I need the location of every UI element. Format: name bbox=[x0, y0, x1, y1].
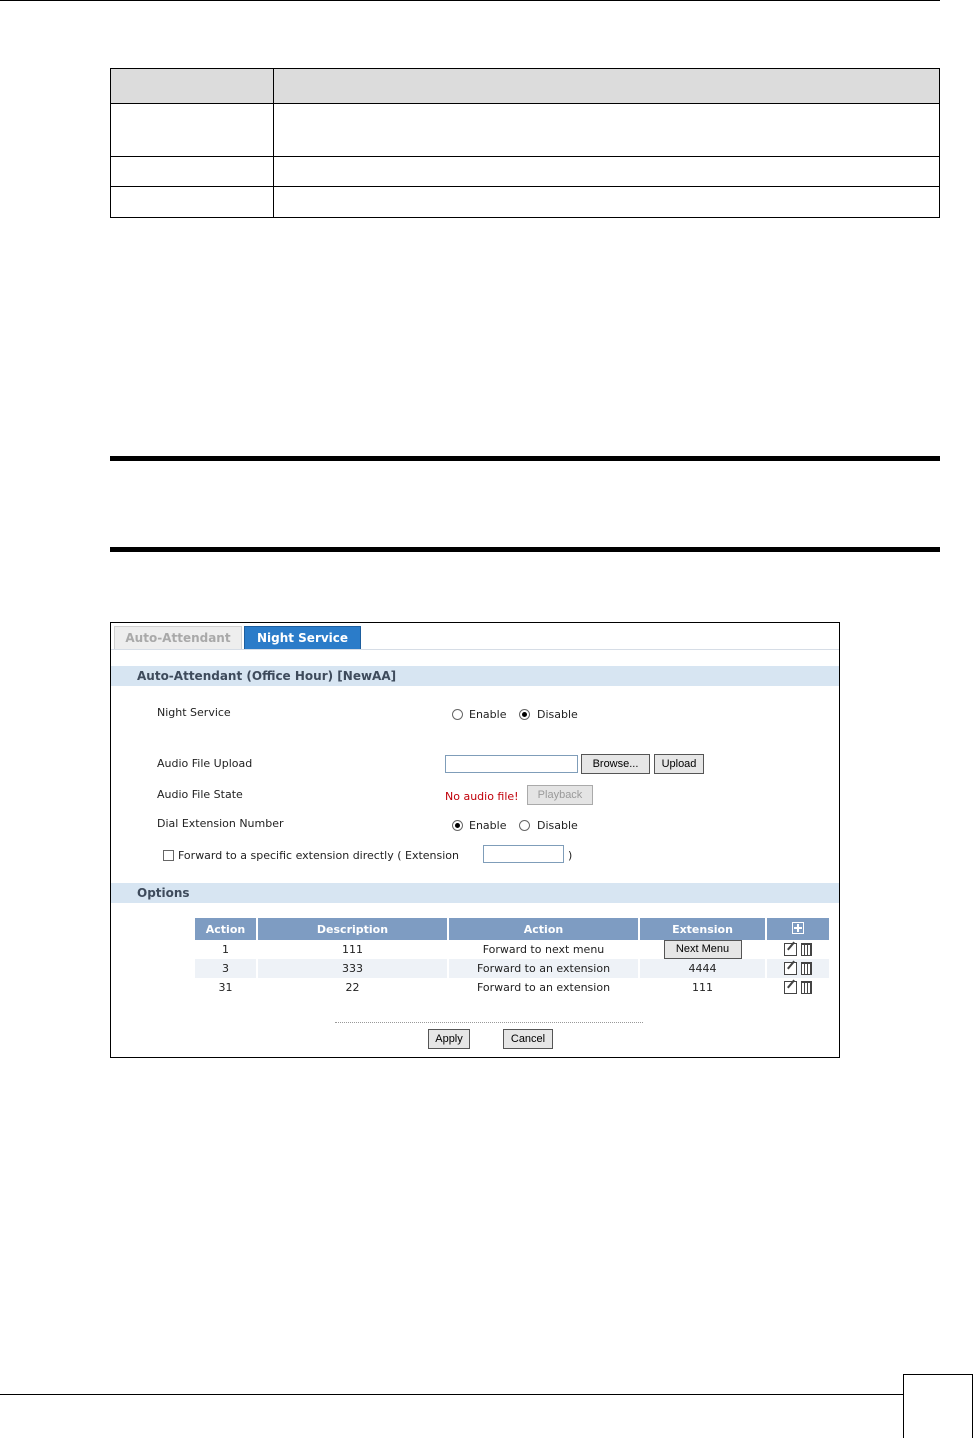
dial-extension-enable-label: Enable bbox=[469, 819, 507, 832]
empty-description-table bbox=[110, 68, 940, 218]
edit-icon[interactable] bbox=[784, 981, 797, 994]
column-header: Description bbox=[257, 918, 448, 940]
table-cell bbox=[274, 187, 940, 218]
column-header: Action bbox=[195, 918, 257, 940]
table-row bbox=[195, 940, 829, 959]
night-service-disable-radio[interactable] bbox=[519, 709, 530, 720]
edit-icon[interactable] bbox=[784, 962, 797, 975]
dial-extension-label: Dial Extension Number bbox=[157, 817, 284, 830]
table-cell bbox=[274, 104, 940, 157]
night-service-enable-radio[interactable] bbox=[452, 709, 463, 720]
audio-file-status: No audio file! bbox=[445, 790, 519, 803]
section-header: Auto-Attendant (Office Hour) [NewAA] bbox=[111, 666, 839, 686]
dial-extension-disable-radio[interactable] bbox=[519, 820, 530, 831]
action-cell: 3 bbox=[195, 959, 257, 978]
column-header: Action bbox=[448, 918, 639, 940]
table-cell bbox=[111, 187, 274, 218]
browse-button[interactable]: Browse... bbox=[581, 754, 650, 774]
forward-label: Forward to a specific extension directly ( Extension bbox=[178, 849, 459, 862]
header-rule bbox=[0, 0, 940, 1]
night-service-screenshot bbox=[110, 622, 840, 1058]
night-service-disable-label: Disable bbox=[537, 708, 578, 721]
night-service-enable-label: Enable bbox=[469, 708, 507, 721]
table-header-cell bbox=[274, 69, 940, 104]
next-menu-button[interactable]: Next Menu bbox=[664, 940, 742, 959]
table-cell bbox=[111, 104, 274, 157]
add-column-header bbox=[766, 918, 829, 940]
forward-extension-input[interactable] bbox=[483, 845, 564, 863]
audio-file-upload-label: Audio File Upload bbox=[157, 757, 253, 770]
delete-icon[interactable] bbox=[801, 962, 812, 975]
audio-file-state-label: Audio File State bbox=[157, 788, 243, 801]
extension-cell: 4444 bbox=[639, 959, 766, 978]
chapter-rule-bottom bbox=[110, 547, 940, 552]
forward-close-paren: ) bbox=[568, 849, 573, 862]
action-type-cell: Forward to next menu bbox=[448, 940, 639, 959]
table-cell bbox=[274, 157, 940, 187]
action-type-cell: Forward to an extension bbox=[448, 959, 639, 978]
playback-button[interactable]: Playback bbox=[527, 785, 593, 805]
action-cell: 1 bbox=[195, 940, 257, 959]
table-row bbox=[195, 978, 829, 997]
action-type-cell: Forward to an extension bbox=[448, 978, 639, 997]
edit-icon[interactable] bbox=[784, 943, 797, 956]
action-cell: 31 bbox=[195, 978, 257, 997]
table-header-cell bbox=[111, 69, 274, 104]
tab-auto-attendant[interactable]: Auto-Attendant bbox=[114, 626, 242, 649]
tab-bar bbox=[111, 623, 839, 650]
options-header: Options bbox=[111, 883, 839, 903]
delete-icon[interactable] bbox=[801, 981, 812, 994]
dial-extension-enable-radio[interactable] bbox=[452, 820, 463, 831]
options-table bbox=[195, 918, 829, 997]
page-number-box bbox=[903, 1374, 973, 1438]
audio-file-input[interactable] bbox=[445, 755, 578, 773]
apply-button[interactable]: Apply bbox=[428, 1029, 470, 1049]
row-actions bbox=[766, 978, 829, 997]
add-icon[interactable] bbox=[792, 922, 804, 934]
description-cell: 22 bbox=[257, 978, 448, 997]
row-actions bbox=[766, 940, 829, 959]
table-cell bbox=[111, 157, 274, 187]
extension-cell: 111 bbox=[639, 978, 766, 997]
description-cell: 111 bbox=[257, 940, 448, 959]
delete-icon[interactable] bbox=[801, 943, 812, 956]
tab-night-service[interactable]: Night Service bbox=[244, 626, 361, 649]
description-cell: 333 bbox=[257, 959, 448, 978]
upload-button[interactable]: Upload bbox=[654, 754, 704, 774]
table-row bbox=[195, 959, 829, 978]
separator bbox=[335, 1022, 643, 1023]
column-header: Extension bbox=[639, 918, 766, 940]
forward-checkbox[interactable] bbox=[163, 850, 174, 861]
extension-cell bbox=[639, 940, 766, 959]
row-actions bbox=[766, 959, 829, 978]
footer-rule bbox=[0, 1394, 903, 1395]
cancel-button[interactable]: Cancel bbox=[503, 1029, 553, 1049]
night-service-label: Night Service bbox=[157, 706, 231, 719]
dial-extension-disable-label: Disable bbox=[537, 819, 578, 832]
chapter-rule-top bbox=[110, 456, 940, 461]
